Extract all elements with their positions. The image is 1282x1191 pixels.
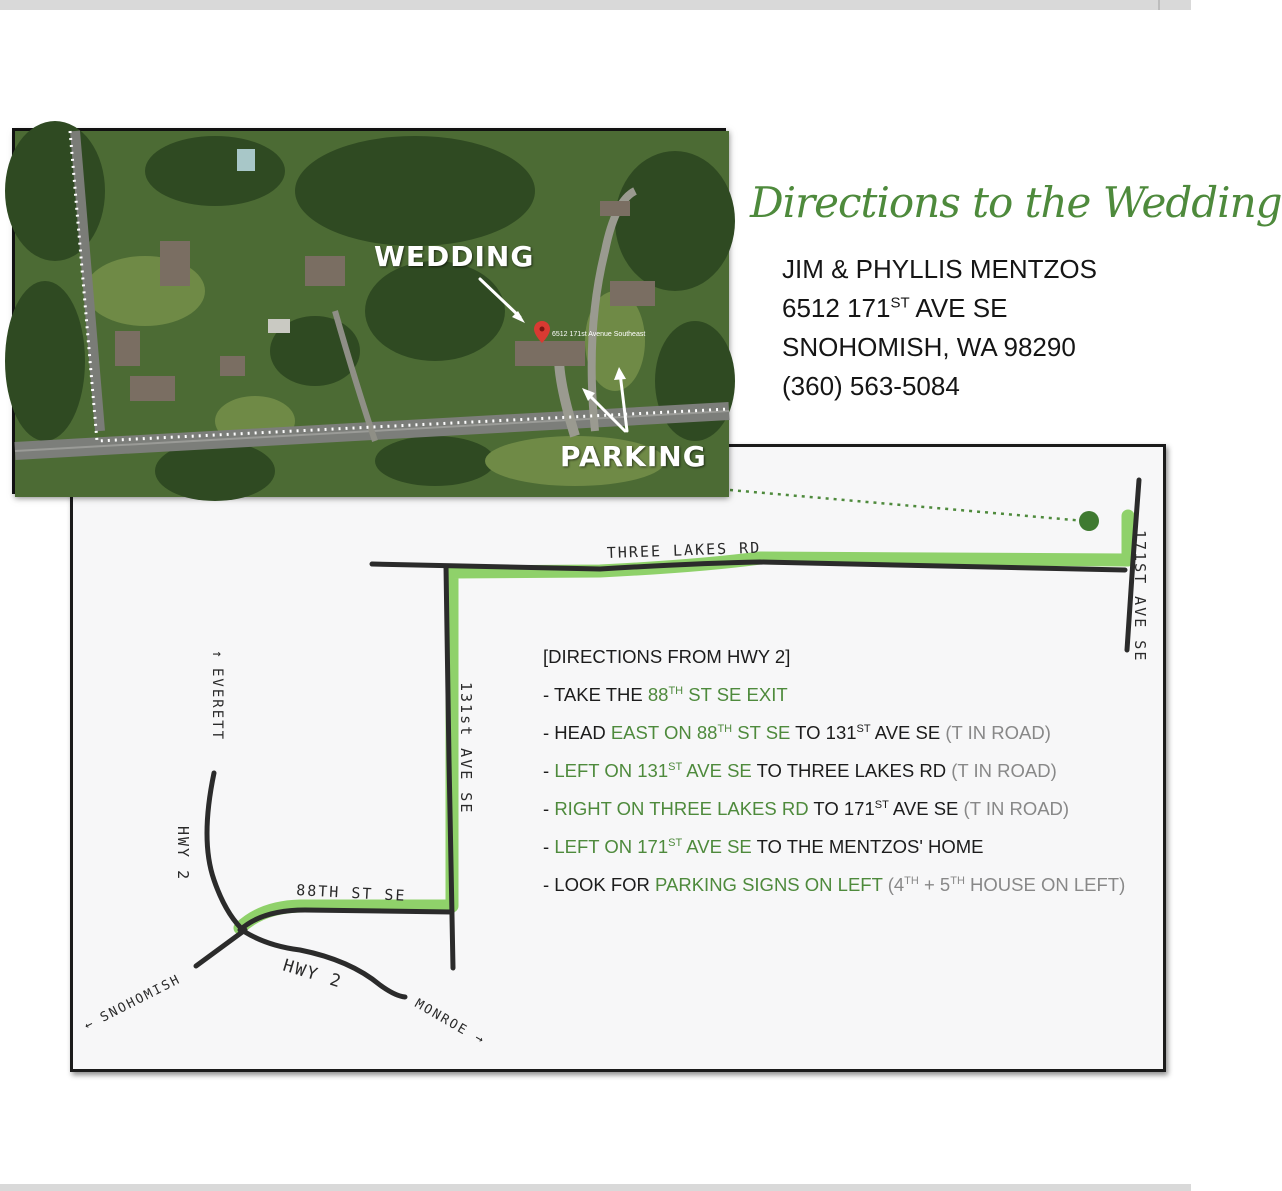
step1-text-c: ST SE EXIT [683, 684, 788, 705]
step6-text-a: - LOOK FOR [543, 874, 656, 895]
direction-step-1 [543, 684, 788, 706]
step2-text-d: TO 131 [790, 722, 857, 743]
st-88-label: 88TH ST SE [295, 881, 407, 905]
destination-marker [1079, 511, 1099, 531]
ave-131-label: 131st AVE SE [457, 682, 475, 815]
connector-dotted-line [730, 490, 1085, 521]
step6-text-b: PARKING SIGNS ON LEFT [655, 874, 883, 895]
hwy-2-vertical-label: HWY 2 [174, 826, 192, 882]
parking-label: PARKING [560, 440, 707, 473]
step5-text-c: AVE SE [682, 836, 752, 857]
hwy-2-west-road [196, 930, 245, 966]
step3-note: (T IN ROAD) [951, 760, 1057, 781]
step1-text-a: - TAKE THE [543, 684, 648, 705]
step2-text-b: EAST ON 88 [610, 722, 718, 743]
host-name: JIM & PHYLLIS MENTZOS [782, 254, 1097, 284]
step6-note-a: (4 [882, 874, 905, 895]
direction-step-2 [543, 722, 1051, 744]
page-title: Directions to the Wedding [750, 178, 1282, 227]
step2-text-c: ST SE [732, 722, 791, 743]
step1-text-b: 88 [647, 684, 669, 705]
step4-text-e: AVE SE [888, 798, 964, 819]
city-state-zip: SNOHOMISH, WA 98290 [782, 332, 1076, 362]
direction-step-5 [543, 836, 984, 858]
step3-text-a: - [543, 760, 555, 781]
hwy-2-lower-label: HWY 2 [280, 955, 345, 993]
street-number: 6512 171 [782, 293, 891, 323]
monroe-arrow-icon: → [472, 1030, 489, 1049]
step2-text-e: AVE SE [870, 722, 946, 743]
step5-text-d: TO THE MENTZOS' HOME [751, 836, 984, 857]
step2-sup-d: ST [856, 722, 871, 735]
phone-number: (360) 563-5084 [782, 371, 960, 401]
street-address [782, 293, 1007, 324]
snohomish-label: SNOHOMISH [98, 972, 184, 1026]
step3-sup: ST [668, 760, 683, 773]
step4-note: (T IN ROAD) [963, 798, 1070, 819]
step3-text-c: AVE SE [682, 760, 752, 781]
wedding-label: WEDDING [374, 240, 535, 273]
step6-note-c: HOUSE ON LEFT) [964, 874, 1126, 895]
step5-sup: ST [668, 836, 683, 849]
direction-step-4 [543, 798, 1069, 820]
step5-text-a: - [543, 836, 555, 857]
street-name: AVE SE [909, 293, 1008, 323]
pin-address-text: 6512 171st Avenue Southeast [552, 331, 646, 338]
step5-text-b: LEFT ON 171 [554, 836, 669, 857]
step3-text-d: TO THREE LAKES RD [751, 760, 952, 781]
direction-step-6 [543, 874, 1125, 896]
step2-sup-b: TH [717, 722, 733, 735]
step3-text-b: LEFT ON 131 [554, 760, 669, 781]
snohomish-arrow-icon: ← [82, 1015, 98, 1034]
step4-text-d: TO 171 [808, 798, 875, 819]
directions-heading: [DIRECTIONS FROM HWY 2] [543, 646, 791, 667]
step4-text-a: - [543, 798, 555, 819]
monroe-label: MONROE [412, 996, 471, 1039]
step4-text-b: RIGHT ON THREE LAKES RD [554, 798, 809, 819]
st-88-road [240, 910, 452, 930]
step2-note: (T IN ROAD) [945, 722, 1051, 743]
street-suffix: ST [890, 294, 910, 312]
ave-171-label: 171ST AVE SE [1131, 530, 1149, 663]
step6-note-b: + 5 [918, 874, 951, 895]
everett-arrow-icon: ↑ [209, 650, 225, 661]
direction-step-3 [543, 760, 1057, 782]
three-lakes-label: THREE LAKES RD [606, 538, 762, 562]
step2-text-a: - HEAD [543, 722, 611, 743]
step1-sup: TH [668, 684, 684, 697]
step4-sup: ST [874, 798, 889, 811]
everett-label: EVERETT [209, 668, 225, 742]
step6-sup-b: TH [950, 874, 965, 887]
step6-sup-a: TH [904, 874, 919, 887]
bottom-frame-bar [0, 1184, 1191, 1191]
